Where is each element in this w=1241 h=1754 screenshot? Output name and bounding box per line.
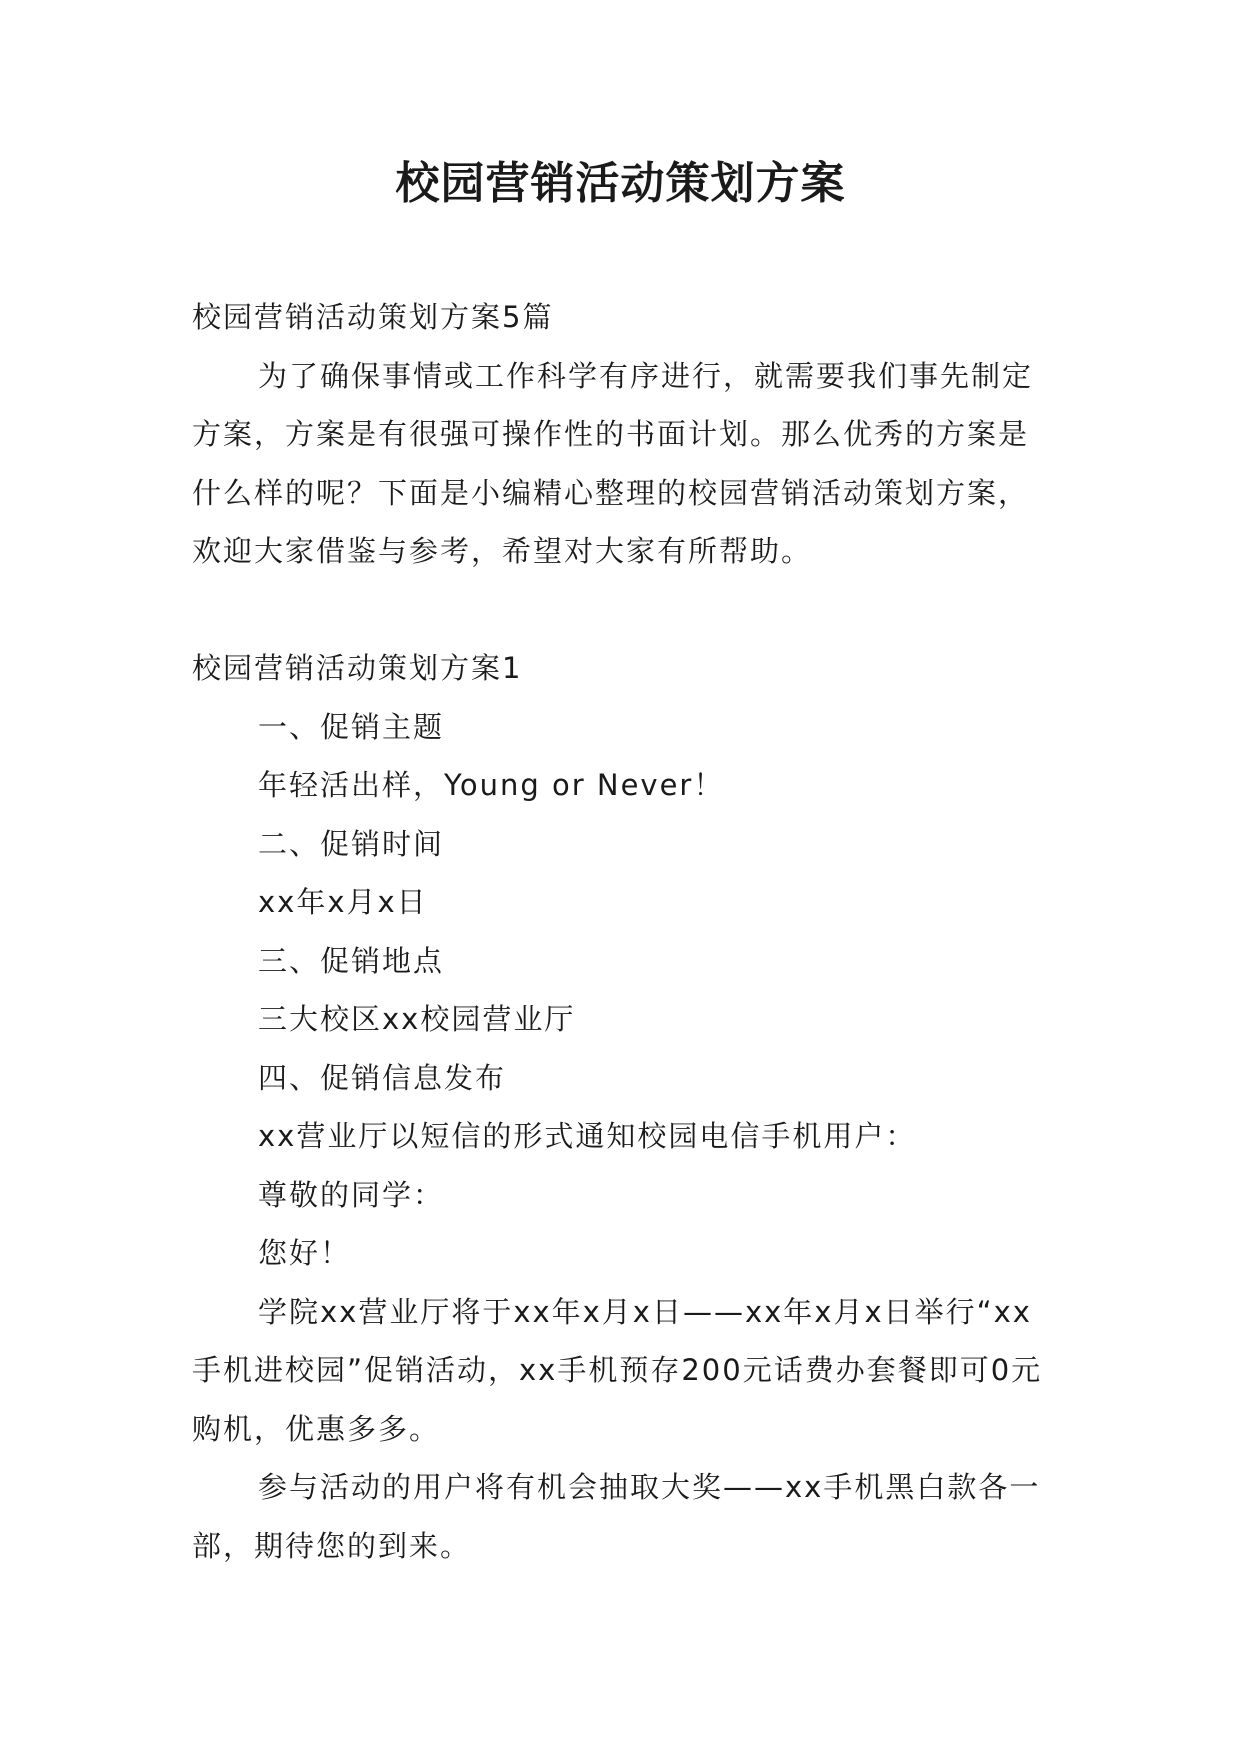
heading-promotion-location: 三、促销地点 xyxy=(258,943,445,978)
event-description-paragraph: 学院xx营业厅将于xx年x月x日——xx年x月x日举行“xx手机进校园”促销活动，xx手机预存200元话费办套餐即可0元购机，优惠多多。 xyxy=(192,1294,1043,1446)
heading-promotion-info: 四、促销信息发布 xyxy=(258,1060,507,1095)
promotion-location-text: 三大校区xx校园营业厅 xyxy=(258,1002,576,1036)
section-heading: 校园营销活动策划方案1 xyxy=(192,651,523,685)
greeting-hello: 您好！ xyxy=(258,1236,352,1270)
document-subtitle: 校园营销活动策划方案5篇 xyxy=(192,300,554,334)
promotion-time-text: xx年x月x日 xyxy=(258,885,428,919)
heading-promotion-theme: 一、促销主题 xyxy=(258,709,445,744)
document-body xyxy=(192,288,1054,1575)
promotion-theme-text: 年轻活出样，Young or Never！ xyxy=(258,768,725,802)
promotion-info-text: xx营业厅以短信的形式通知校园电信手机用户： xyxy=(258,1119,917,1153)
prize-paragraph: 参与活动的用户将有机会抽取大奖——xx手机黑白款各一部，期待您的到来。 xyxy=(192,1470,1041,1563)
greeting-salutation: 尊敬的同学： xyxy=(258,1177,445,1212)
heading-promotion-time: 二、促销时间 xyxy=(258,826,445,861)
document-title: 校园营销活动策划方案 xyxy=(395,158,846,209)
intro-paragraph: 为了确保事情或工作科学有序进行，就需要我们事先制定方案，方案是有很强可操作性的书面计划。那么优秀的方案是什么样的呢？下面是小编精心整理的校园营销活动策划方案，欢迎大家借鉴与参考，希望对大家有所帮助。 xyxy=(192,358,1034,568)
paragraph-gap xyxy=(192,581,1054,640)
